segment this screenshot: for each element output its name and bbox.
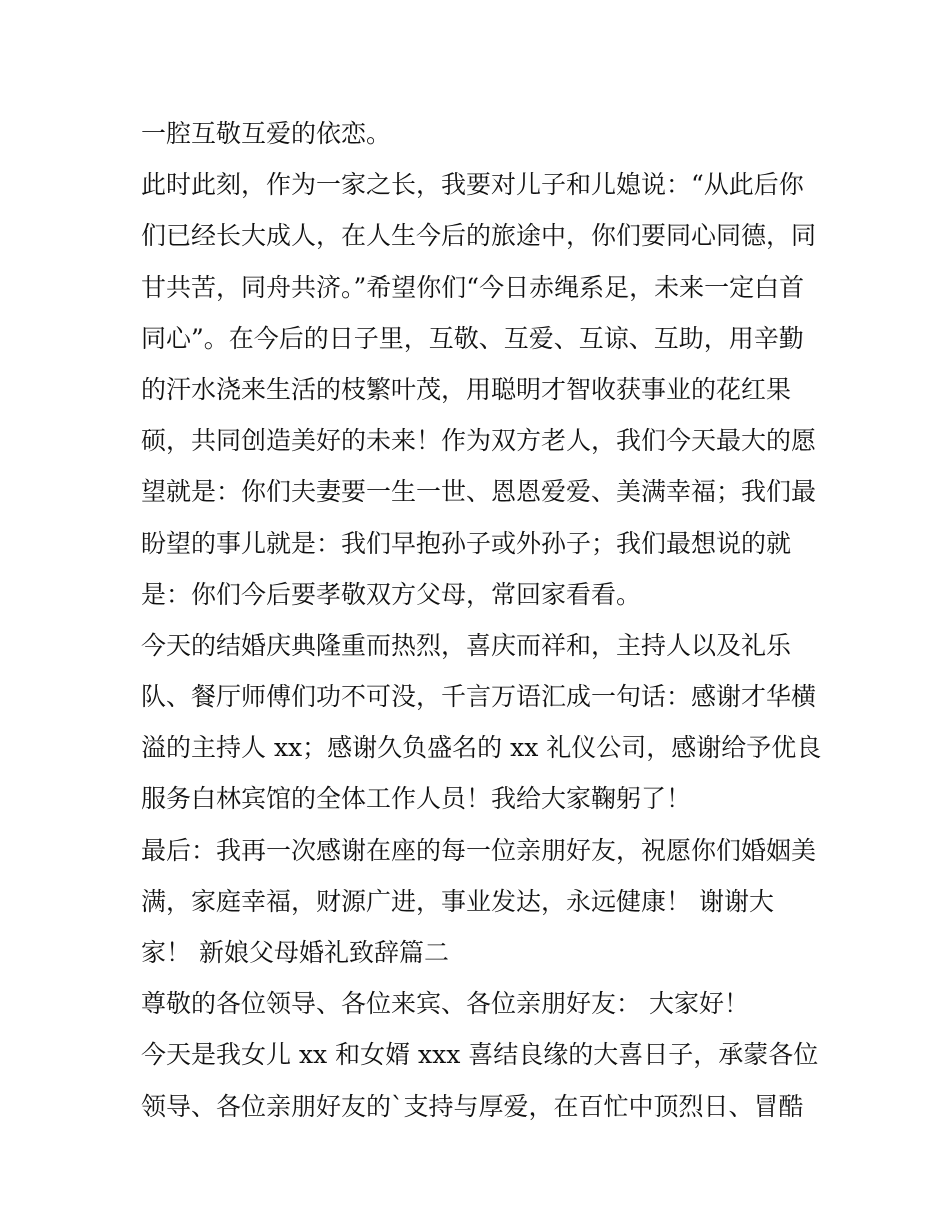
document-body [141, 108, 821, 1132]
text-line: 硕，共同创造美好的未来！作为双方老人，我们今天最大的愿 [141, 426, 817, 456]
text-line: 尊敬的各位领导、各位来宾、各位亲朋好友： 大家好！ [141, 989, 749, 1019]
text-line: 今天的结婚庆典隆重而热烈，喜庆而祥和，主持人以及礼乐 [141, 630, 792, 660]
text-line: 甘共苦，同舟共济。”希望你们“今日赤绳系足，未来一定白首 [141, 272, 805, 302]
text-line: 此时此刻，作为一家之长，我要对儿子和儿媳说：“从此后你 [141, 170, 804, 200]
text-line: 望就是：你们夫妻要一生一世、恩恩爱爱、美满幸福；我们最 [141, 477, 817, 507]
text-line: 满，家庭幸福，财源广进，事业发达，永远健康！ 谢谢大 [141, 886, 774, 916]
text-line: 领导、各位亲朋好友的`支持与厚爱，在百忙中顶烈日、冒酷 [141, 1091, 804, 1121]
text-line: 溢的主持人 xx；感谢久负盛名的 xx 礼仪公司，感谢给予优良 [141, 733, 821, 763]
text-line: 是：你们今后要孝敬双方父母，常回家看看。 [141, 579, 642, 609]
text-line: 队、餐厅师傅们功不可没，千言万语汇成一句话：感谢才华横 [141, 682, 817, 712]
text-line: 的汗水浇来生活的枝繁叶茂，用聪明才智收获事业的花红果 [141, 374, 792, 404]
text-line: 今天是我女儿 xx 和女婿 xxx 喜结良缘的大喜日子，承蒙各位 [141, 1040, 819, 1070]
text-line: 同心”。在今后的日子里，互敬、互爱、互谅、互助，用辛勤 [141, 323, 804, 353]
text-line: 最后：我再一次感谢在座的每一位亲朋好友，祝愿你们婚姻美 [141, 835, 817, 865]
text-line: 家！ 新娘父母婚礼致辞篇二 [141, 938, 449, 967]
text-line: 一腔互敬互爱的依恋。 [141, 119, 392, 148]
text-line: 服务白林宾馆的全体工作人员！我给大家鞠躬了！ [141, 784, 692, 814]
text-line: 们已经长大成人，在人生今后的旅途中，你们要同心同德，同 [141, 221, 817, 251]
text-line: 盼望的事儿就是：我们早抱孙子或外孙子；我们最想说的就 [141, 528, 792, 558]
